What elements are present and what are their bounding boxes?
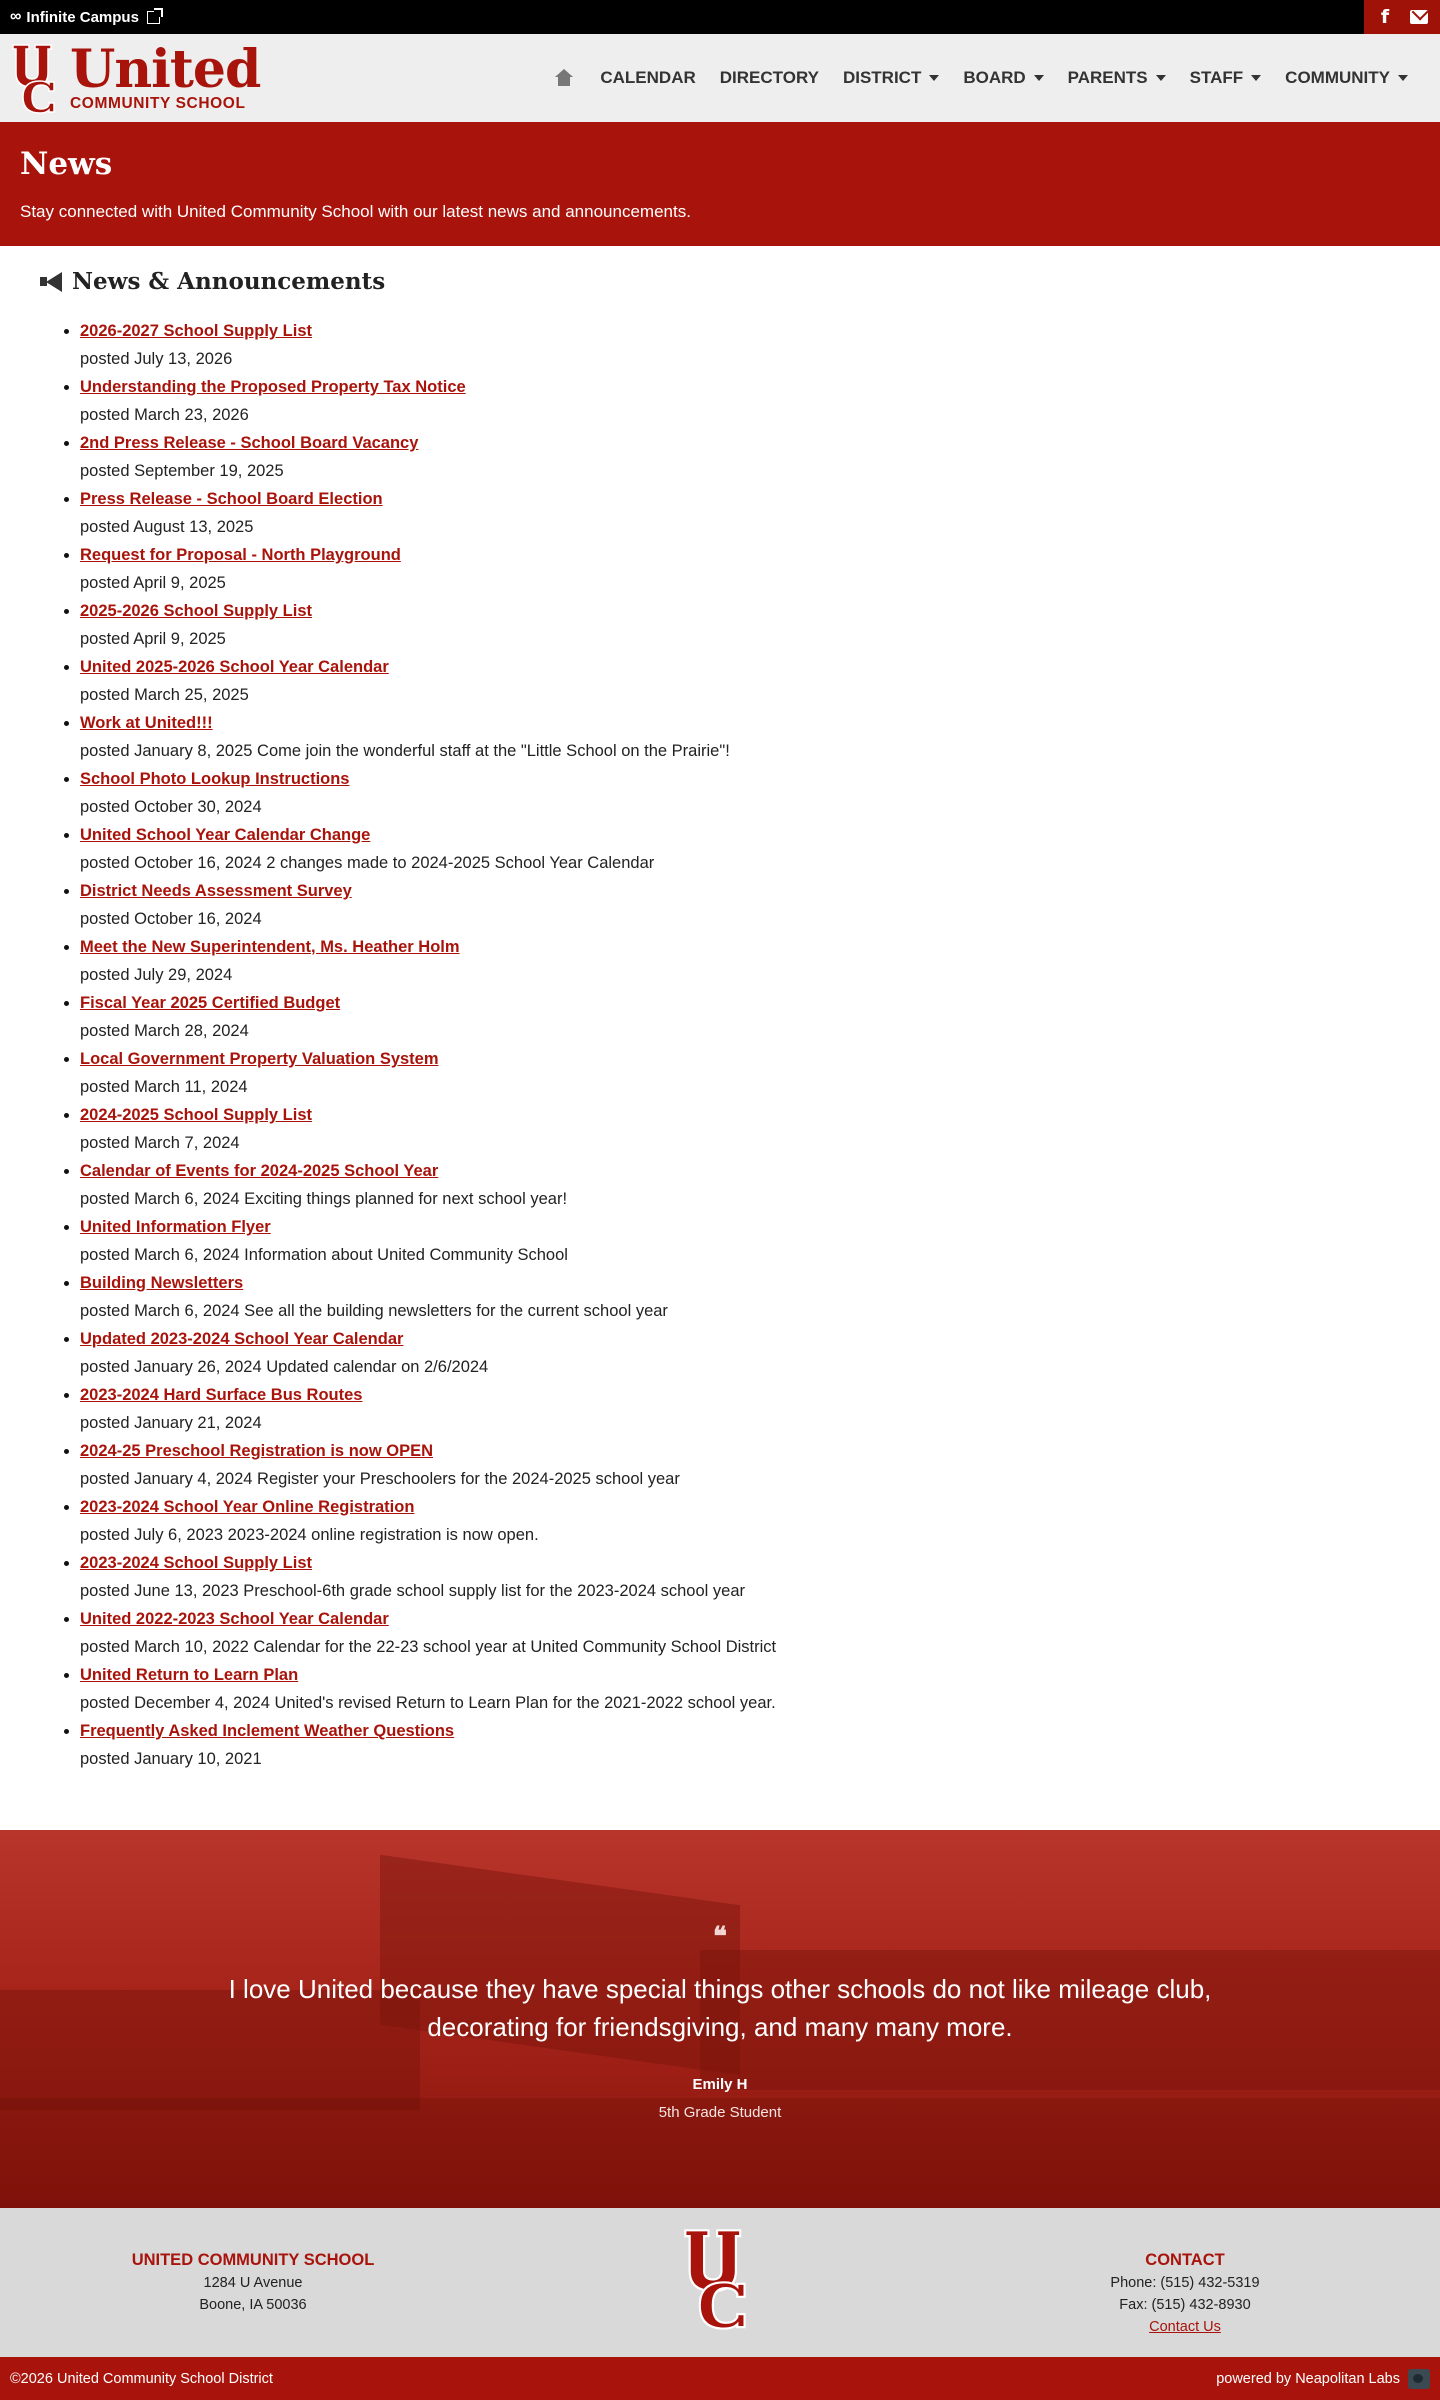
news-item-link[interactable]: Frequently Asked Inclement Weather Questions [80, 1722, 455, 1740]
page-subtitle: Stay connected with United Community School with our latest news and announcements. [20, 202, 691, 221]
news-item [80, 989, 1400, 1045]
infinite-campus-icon: ∞ [10, 8, 19, 25]
news-item-meta: posted March 25, 2025 [80, 686, 249, 704]
news-item-meta: posted October 16, 2024 [80, 910, 262, 928]
news-list [40, 317, 1400, 1773]
external-link-icon [147, 11, 160, 24]
chevron-down-icon [1398, 75, 1408, 81]
news-item-meta: posted August 13, 2025 [80, 518, 254, 536]
contact-us-link[interactable]: Contact Us [1149, 2319, 1221, 2335]
news-item [80, 1157, 1400, 1213]
copyright: ©2026 United Community School District [10, 2370, 273, 2387]
news-item [80, 597, 1400, 653]
news-item [80, 877, 1400, 933]
site-header [0, 34, 1440, 122]
footer-contact-heading: CONTACT [1145, 2251, 1225, 2269]
news-item [80, 1437, 1400, 1493]
powered-by-link[interactable] [1216, 2369, 1430, 2389]
main-nav [542, 68, 1420, 88]
news-item [80, 765, 1400, 821]
nav-label: STAFF [1189, 68, 1244, 87]
footer-phone: Phone: (515) 432-5319 [1110, 2275, 1260, 2291]
news-item-link[interactable]: 2nd Press Release - School Board Vacancy [80, 434, 419, 452]
news-item-meta: posted July 29, 2024 [80, 966, 233, 984]
news-item-meta: posted September 19, 2025 [80, 462, 284, 480]
megaphone-icon [40, 271, 64, 293]
news-item-meta: posted July 6, 2023 2023-2024 online registration is now open. [80, 1526, 539, 1544]
page-title: News [20, 146, 113, 182]
news-item-meta: posted March 10, 2022 Calendar for the 22-23 school year at United Community School District [80, 1638, 777, 1656]
quote-icon: ❝ [713, 1922, 727, 1952]
news-item-link[interactable]: United 2022-2023 School Year Calendar [80, 1610, 389, 1628]
testimonial-quote: I love United because they have special things other schools do not like mileage club, decorating for friendsgiving, and many many more. [228, 1974, 1212, 2042]
news-item-link[interactable]: Understanding the Proposed Property Tax Notice [80, 378, 466, 396]
news-item [80, 373, 1400, 429]
nav-label: BOARD [963, 68, 1026, 87]
news-item-link[interactable]: 2023-2024 School Year Online Registration [80, 1498, 415, 1516]
top-utility-bar [0, 0, 1440, 34]
news-item [80, 1661, 1400, 1717]
news-item-meta: posted January 8, 2025 Come join the wonderful staff at the "Little School on the Prairie"! [80, 742, 730, 760]
infinite-campus-link[interactable] [0, 8, 160, 26]
testimonial-role: 5th Grade Student [658, 2104, 782, 2121]
news-item-link[interactable]: 2024-25 Preschool Registration is now OPEN [80, 1442, 434, 1460]
news-item [80, 1549, 1400, 1605]
news-item-meta: posted January 26, 2024 Updated calendar on 2/6/2024 [80, 1358, 489, 1376]
footer-address-line1: 1284 U Avenue [203, 2275, 303, 2291]
brand-name: United [70, 39, 261, 101]
nav-staff[interactable] [1178, 68, 1274, 88]
news-item-link[interactable]: Meet the New Superintendent, Ms. Heather Holm [80, 938, 460, 956]
news-item-meta: posted April 9, 2025 [80, 630, 226, 648]
news-item-meta: posted January 21, 2024 [80, 1414, 262, 1432]
news-item-meta: posted March 6, 2024 See all the building newsletters for the current school year [80, 1302, 668, 1320]
news-item-link[interactable]: 2024-2025 School Supply List [80, 1106, 312, 1124]
news-item [80, 1269, 1400, 1325]
email-button[interactable] [1402, 0, 1436, 34]
news-heading-text: News & Announcements [72, 268, 386, 295]
testimonial-section [0, 1830, 1440, 2208]
chevron-down-icon [1251, 75, 1261, 81]
news-item [80, 821, 1400, 877]
nav-label: DIRECTORY [719, 68, 819, 87]
nav-community[interactable] [1273, 68, 1420, 88]
news-item-meta: posted January 4, 2024 Register your Preschoolers for the 2024-2025 school year [80, 1470, 680, 1488]
news-item-link[interactable]: Press Release - School Board Election [80, 490, 383, 508]
news-item-meta: posted July 13, 2026 [80, 350, 233, 368]
news-item [80, 653, 1400, 709]
news-item [80, 541, 1400, 597]
nav-label: PARENTS [1067, 68, 1148, 87]
nav-board[interactable] [951, 68, 1055, 88]
news-item [80, 1493, 1400, 1549]
news-item-meta: posted March 28, 2024 [80, 1022, 249, 1040]
news-item-link[interactable]: Calendar of Events for 2024-2025 School Year [80, 1162, 439, 1180]
brand-subtitle: COMMUNITY SCHOOL [70, 95, 246, 113]
nav-label: COMMUNITY [1285, 68, 1390, 87]
infinite-campus-label: Infinite Campus [26, 8, 139, 26]
news-item-link[interactable]: Work at United!!! [80, 714, 213, 732]
site-logo-link[interactable] [10, 39, 261, 114]
testimonial-author: Emily H [692, 2076, 748, 2093]
chevron-down-icon [929, 75, 939, 81]
nav-calendar[interactable] [588, 68, 707, 88]
news-item-meta: posted December 4, 2024 United's revised Return to Learn Plan for the 2021-2022 school year. [80, 1694, 776, 1712]
news-item-link[interactable]: Updated 2023-2024 School Year Calendar [80, 1330, 404, 1348]
news-item [80, 1045, 1400, 1101]
footer-address [103, 2248, 403, 2316]
nav-label: DISTRICT [842, 68, 922, 87]
nav-home[interactable] [542, 69, 588, 87]
news-item-meta: posted March 23, 2026 [80, 406, 249, 424]
news-item-link[interactable]: 2025-2026 School Supply List [80, 602, 312, 620]
news-item-meta: posted March 6, 2024 Exciting things planned for next school year! [80, 1190, 568, 1208]
news-item-link[interactable]: Request for Proposal - North Playground [80, 546, 401, 564]
news-item-link[interactable]: 2023-2024 Hard Surface Bus Routes [80, 1386, 363, 1404]
news-item-meta: posted March 7, 2024 [80, 1134, 240, 1152]
home-icon [554, 69, 574, 87]
news-item [80, 1325, 1400, 1381]
news-item-meta: posted March 11, 2024 [80, 1078, 248, 1096]
chevron-down-icon [1156, 75, 1166, 81]
news-item-link[interactable]: United Return to Learn Plan [80, 1666, 299, 1684]
chevron-down-icon [1034, 75, 1044, 81]
news-item-meta: posted June 13, 2023 Preschool-6th grade school supply list for the 2023-2024 school year [80, 1582, 746, 1600]
news-item [80, 485, 1400, 541]
news-item-link[interactable]: United School Year Calendar Change [80, 826, 371, 844]
news-section [0, 246, 1440, 1773]
news-item [80, 429, 1400, 485]
news-item [80, 1381, 1400, 1437]
news-item [80, 1605, 1400, 1661]
news-item [80, 709, 1400, 765]
news-item-link[interactable]: Local Government Property Valuation System [80, 1050, 439, 1068]
bottom-bar [0, 2357, 1440, 2400]
facebook-icon[interactable]: f [1380, 6, 1390, 28]
news-heading [40, 268, 1400, 295]
uc-logo [681, 2226, 759, 2330]
news-item-meta: posted March 6, 2024 Information about United Community School [80, 1246, 568, 1264]
news-item [80, 1213, 1400, 1269]
news-item-link[interactable]: 2023-2024 School Supply List [80, 1554, 312, 1572]
nav-parents[interactable] [1056, 68, 1178, 88]
news-item [80, 1717, 1400, 1773]
footer-contact [1035, 2248, 1335, 2338]
news-item-meta: posted April 9, 2025 [80, 574, 226, 592]
news-item [80, 317, 1400, 373]
news-item-link[interactable]: United Information Flyer [80, 1218, 271, 1236]
nav-label: CALENDAR [600, 68, 696, 87]
news-item-link[interactable]: Fiscal Year 2025 Certified Budget [80, 994, 341, 1012]
news-item-link[interactable]: District Needs Assessment Survey [80, 882, 352, 900]
news-item-meta: posted October 30, 2024 [80, 798, 262, 816]
news-item-meta: posted January 10, 2021 [80, 1750, 262, 1768]
footer-address-line2: Boone, IA 50036 [199, 2297, 307, 2313]
powered-by-label: powered by Neapolitan Labs [1216, 2370, 1400, 2387]
news-item [80, 1101, 1400, 1157]
news-item-meta: posted October 16, 2024 2 changes made to 2024-2025 School Year Calendar [80, 854, 655, 872]
email-icon [1410, 10, 1428, 24]
neapolitan-labs-icon [1408, 2369, 1430, 2389]
footer-fax: Fax: (515) 432-8930 [1119, 2297, 1251, 2313]
social-links [1364, 0, 1440, 34]
nav-district[interactable] [831, 68, 951, 88]
news-item-link[interactable]: United 2025-2026 School Year Calendar [80, 658, 389, 676]
nav-directory[interactable] [708, 68, 831, 88]
news-item-link[interactable]: Building Newsletters [80, 1274, 244, 1292]
site-footer [0, 2208, 1440, 2357]
page-banner [0, 122, 1440, 246]
news-item [80, 933, 1400, 989]
footer-school-name: UNITED COMMUNITY SCHOOL [131, 2251, 375, 2269]
news-item-link[interactable]: 2026-2027 School Supply List [80, 322, 312, 340]
uc-logo [10, 42, 64, 114]
news-item-link[interactable]: School Photo Lookup Instructions [80, 770, 350, 788]
